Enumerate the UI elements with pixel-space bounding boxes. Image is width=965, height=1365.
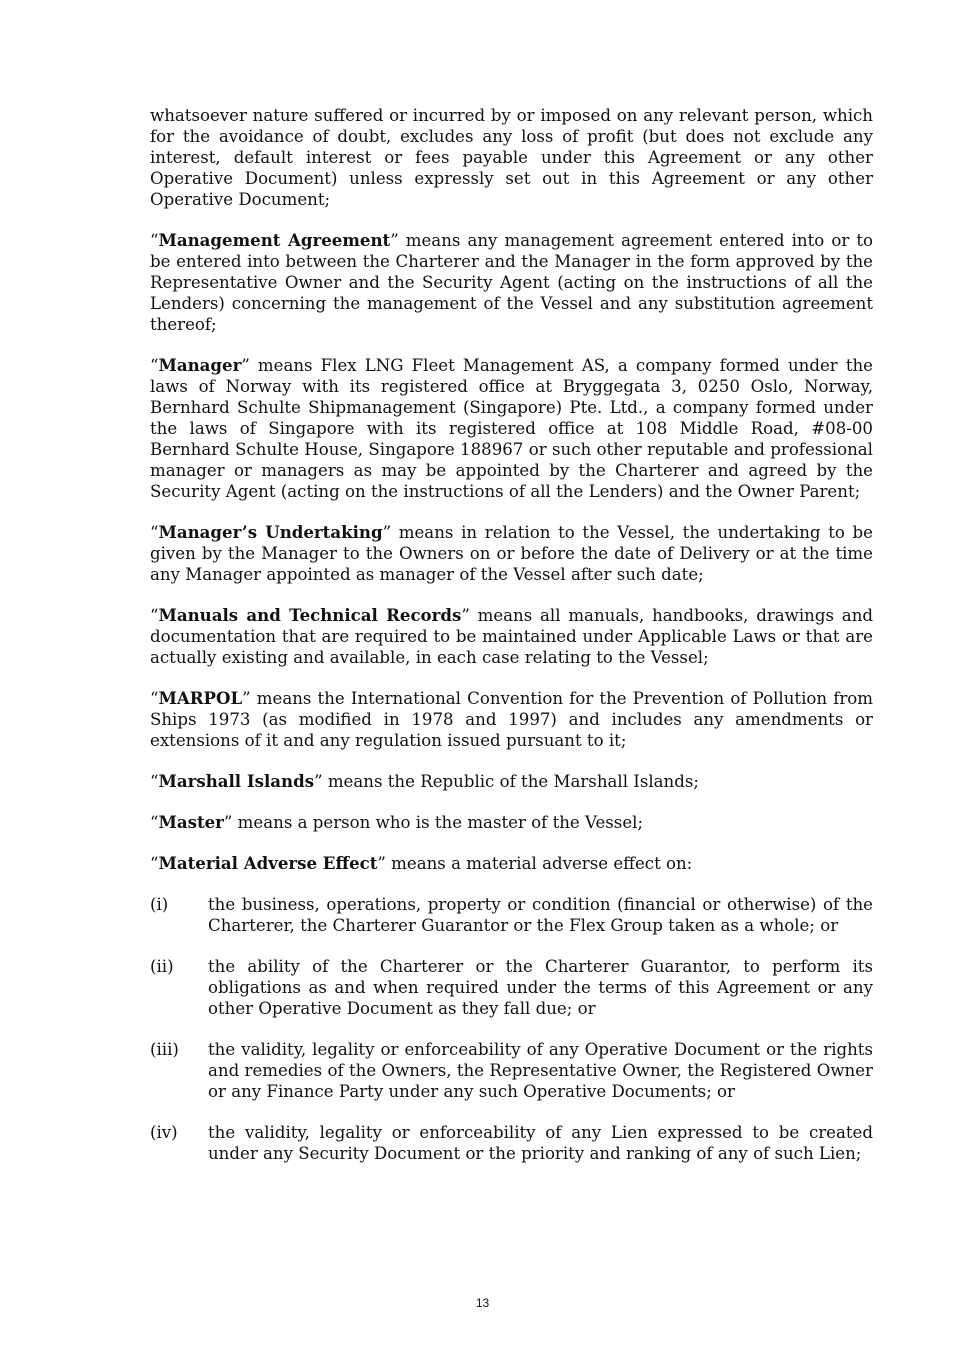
list-item [150,1122,873,1164]
open-quote: “ [150,813,159,832]
definition-text: means Flex LNG Fleet Management AS, a company formed under the laws of Norway with its registered office at Bryggegata 3, 0250 Oslo, Norway, Bernhard Schulte Shipmanagement (Singapore) Pte. Ltd., a company formed under the laws of Singapore with its registered office at 108 Middle Road, #08-00 Bernhard Schulte House, Singapore 188967 or such other reputable and professional manager or managers as may be appointed by the Charterer and agreed by the Security Agent (acting on the instructions of all the Lenders) and the Owner Parent; [150,356,873,501]
open-quote: “ [150,689,159,708]
close-quote: ” [314,772,323,791]
defined-term: Management Agreement [158,230,391,250]
list-item-text: the validity, legality or enforceability of any Lien expressed to be created under any Security Document or the priority and ranking of any of such Lien; [208,1123,873,1163]
definition-text: means a material adverse effect on: [385,854,693,873]
close-quote: ” [382,523,392,542]
list-item-number: (iv) [150,1123,178,1142]
document-page [150,105,873,1184]
open-quote: “ [150,356,159,375]
open-quote: “ [150,523,159,542]
defined-term: MARPOL [158,688,243,708]
close-quote: ” [242,689,251,708]
definition-text: means in relation to the Vessel, the undertaking to be given by the Manager to the Owners on or before the date of Delivery or at the time any Manager appointed as manager of the Vessel after such date; [150,523,873,584]
list-item-number: (i) [150,895,169,914]
page-number: 13 [475,1296,490,1310]
definition-manager [150,355,873,502]
list-item-number: (iii) [150,1040,179,1059]
list-item [150,956,873,1019]
definition-management-agreement [150,230,873,335]
list-item-text: the ability of the Charterer or the Charterer Guarantor, to perform its obligations as and when required under the terms of this Agreement or any other Operative Document as they fall due; or [208,957,873,1018]
definition-text: means the Republic of the Marshall Islands; [322,772,699,791]
defined-term: Marshall Islands [158,771,315,791]
close-quote: ” [241,356,250,375]
definition-marshall-islands [150,771,873,792]
defined-term: Manager’s Undertaking [158,522,383,542]
list-item [150,1039,873,1102]
definition-text: means a person who is the master of the Vessel; [232,813,644,832]
definition-master [150,812,873,833]
open-quote: “ [150,854,159,873]
definition-text: means all manuals, handbooks, drawings and documentation that are required to be maintained under Applicable Laws or that are actually existing and available, in each case relating to the Vessel; [150,606,873,667]
definition-marpol [150,688,873,751]
open-quote: “ [150,231,159,250]
defined-term: Manuals and Technical Records [158,605,462,625]
close-quote: ” [377,854,386,873]
definition-material-adverse-effect [150,853,873,874]
list-item-number: (ii) [150,957,174,976]
list-item [150,894,873,936]
close-quote: ” [461,606,470,625]
intro-paragraph: whatsoever nature suffered or incurred by or imposed on any relevant person, which for the avoidance of doubt, excludes any loss of profit (but does not exclude any interest, default interest or fees payable under this Agreement or any other Operative Document) unless expressly set out in this Agreement or any other Operative Document; [150,106,873,209]
close-quote: ” [223,813,233,832]
defined-term: Master [158,812,224,832]
list-item-text: the business, operations, property or condition (financial or otherwise) of the Charterer, the Charterer Guarantor or the Flex Group taken as a whole; or [208,895,873,935]
definition-text: means the International Convention for the Prevention of Pollution from Ships 1973 (as modified in 1978 and 1997) and includes any amendments or extensions of it and any regulation issued pursuant to it; [150,689,873,750]
definition-text: means any management agreement entered into or to be entered into between the Charterer and the Manager in the form approved by the Representative Owner and the Security Agent (acting on the instructions of all the Lenders) concerning the management of the Vessel and any substitution agreement thereof; [150,231,873,334]
definition-managers-undertaking [150,522,873,585]
open-quote: “ [150,606,159,625]
open-quote: “ [150,772,159,791]
list-item-text: the validity, legality or enforceability of any Operative Document or the rights and remedies of the Owners, the Representative Owner, the Registered Owner or any Finance Party under any such Operative Documents; or [208,1040,873,1101]
definition-manuals-and-technical-records [150,605,873,668]
defined-term: Manager [158,355,242,375]
close-quote: ” [390,231,399,250]
defined-term: Material Adverse Effect [158,853,378,873]
